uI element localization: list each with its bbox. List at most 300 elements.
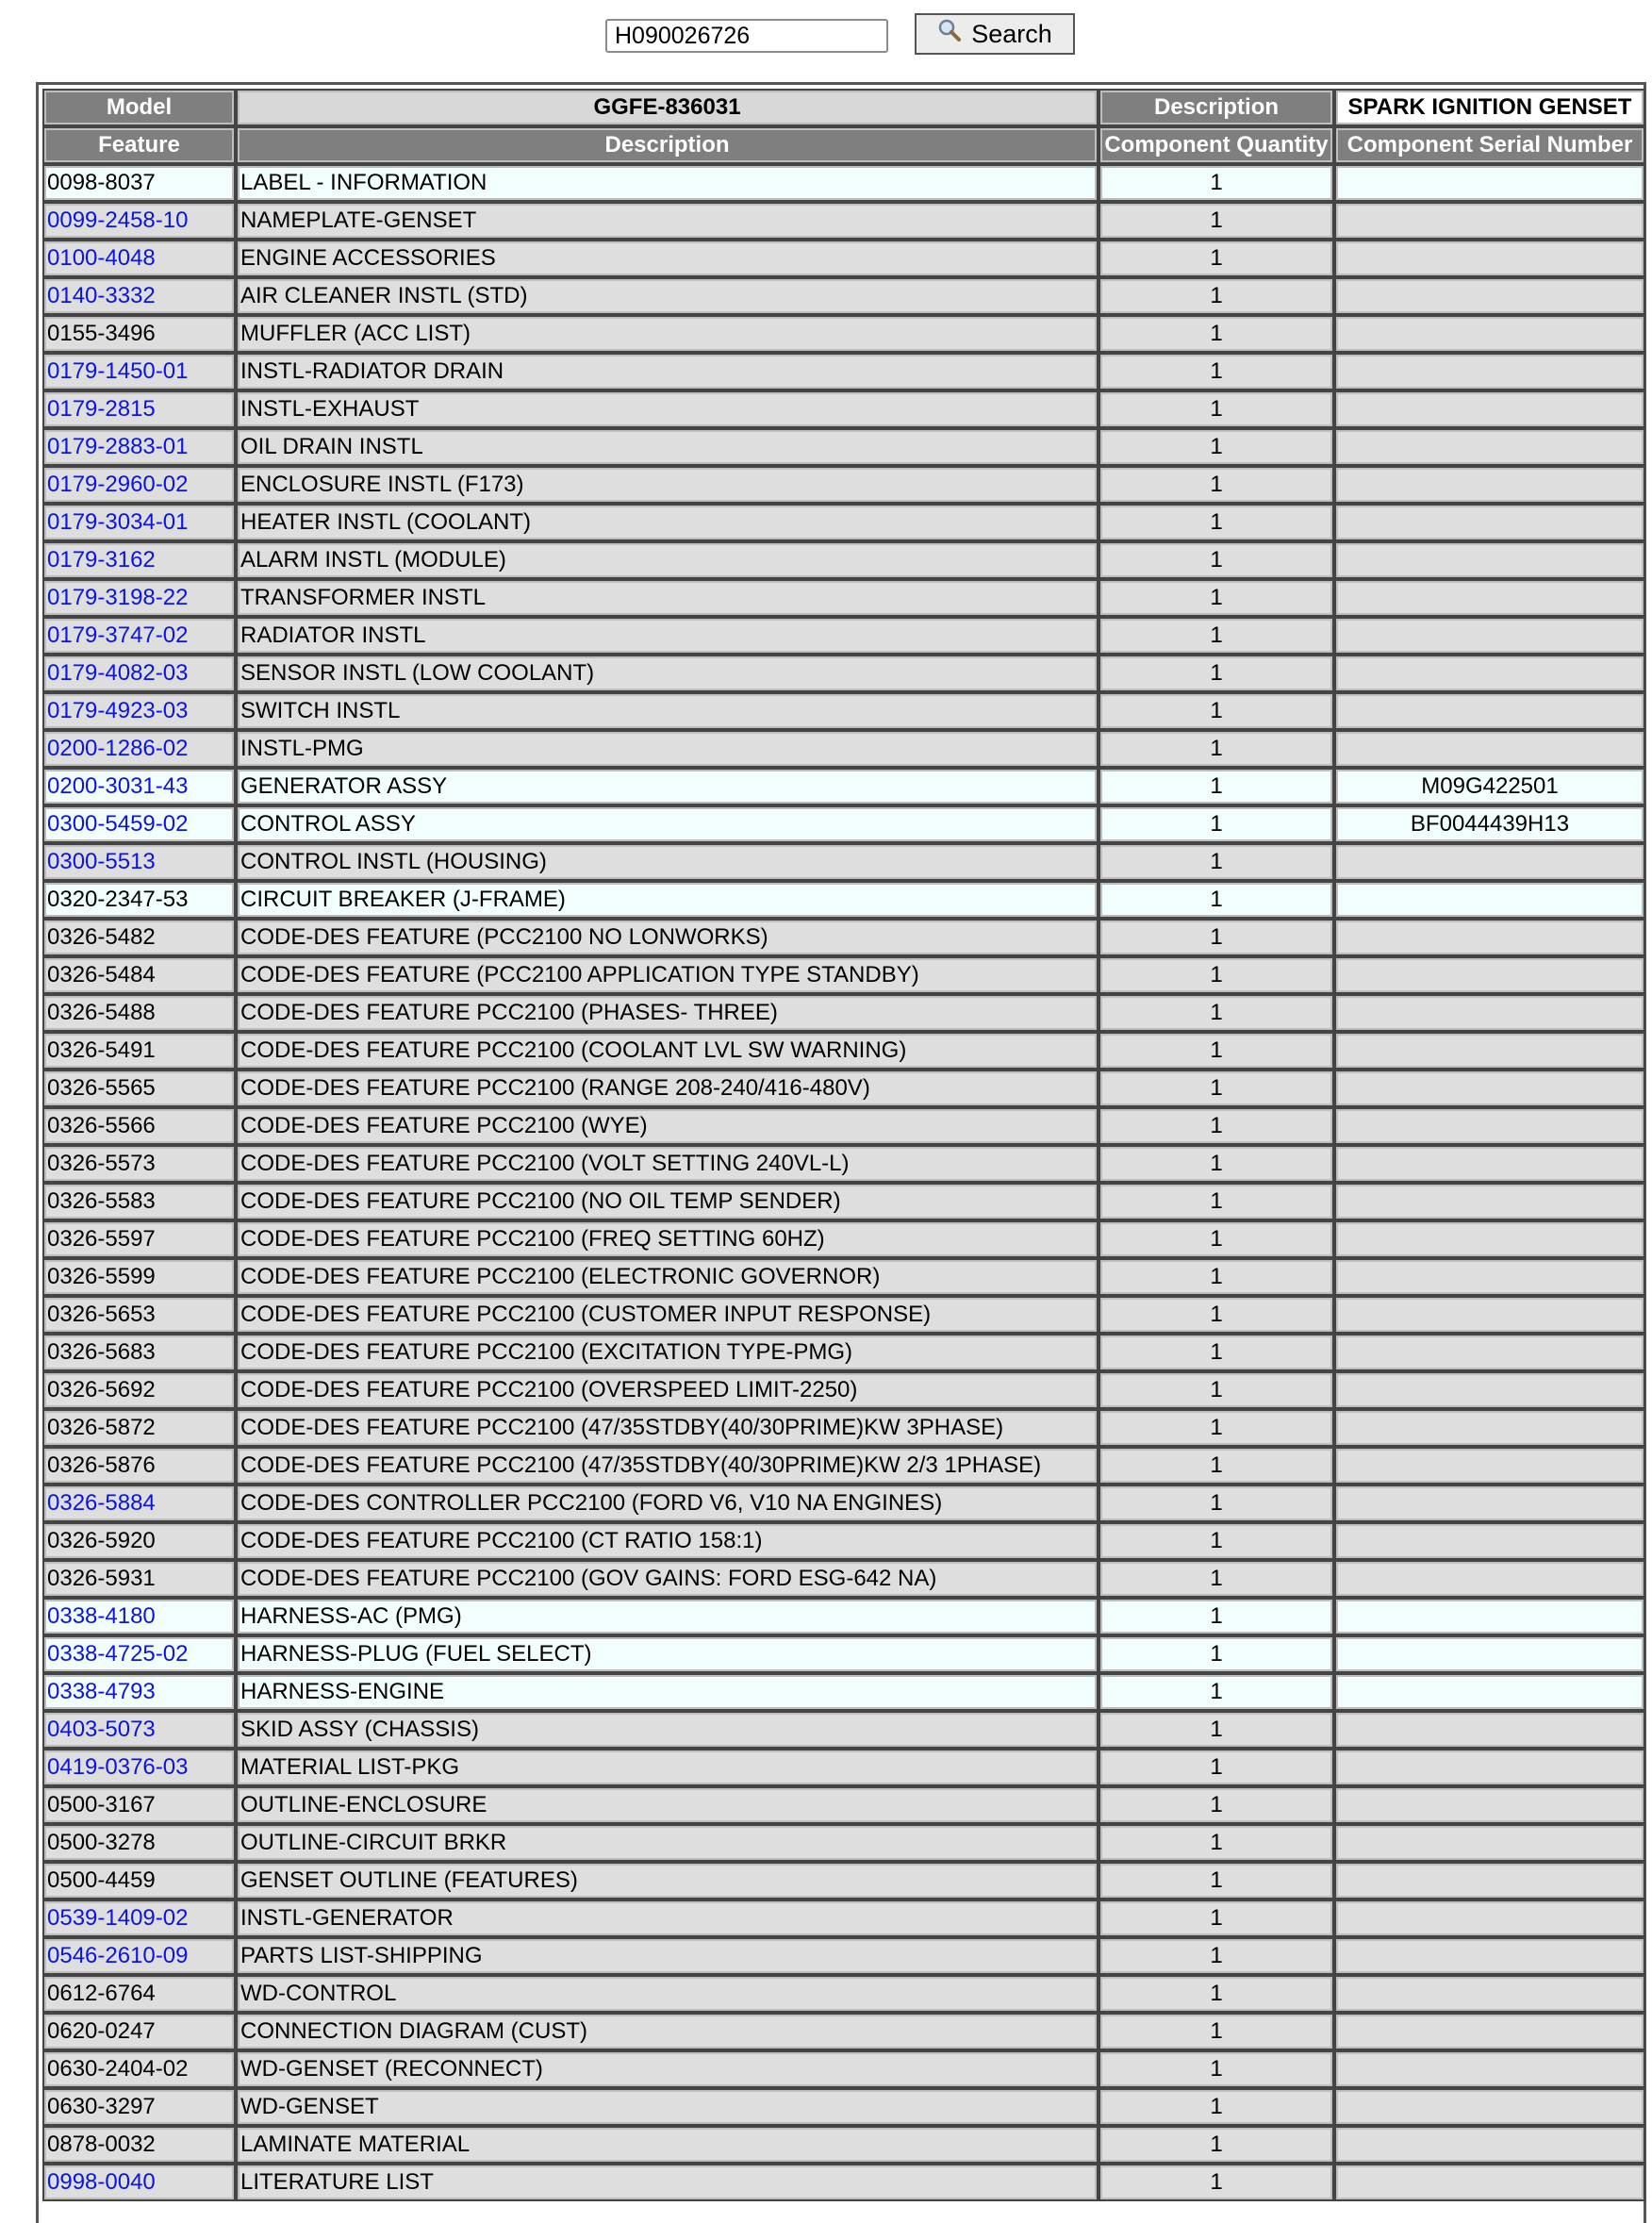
table-row	[42, 240, 1645, 277]
table-row	[42, 541, 1645, 579]
search-bar	[0, 11, 1652, 60]
description-cell: CODE-DES FEATURE PCC2100 (CUSTOMER INPUT RESPONSE)	[236, 1296, 1099, 1334]
table-row	[42, 164, 1645, 202]
feature-cell	[42, 466, 236, 504]
table-row	[42, 1296, 1645, 1334]
serial-cell	[1334, 1786, 1645, 1824]
serial-cell	[1334, 692, 1645, 730]
feature-cell	[42, 1258, 236, 1296]
description-cell: RADIATOR INSTL	[236, 617, 1099, 655]
quantity-cell: 1	[1099, 730, 1334, 768]
feature-link[interactable]: 0179-3034-01	[47, 509, 189, 535]
description-cell: ENGINE ACCESSORIES	[236, 240, 1099, 277]
quantity-cell: 1	[1099, 768, 1334, 805]
model-value: GGFE-836031	[236, 89, 1099, 126]
serial-cell	[1334, 1522, 1645, 1560]
feature-cell	[42, 617, 236, 655]
feature-cell	[42, 768, 236, 805]
feature-cell	[42, 2126, 236, 2164]
serial-cell	[1334, 1749, 1645, 1786]
serial-cell	[1334, 541, 1645, 579]
description-cell: HARNESS-ENGINE	[236, 1673, 1099, 1711]
feature-cell	[42, 1145, 236, 1183]
quantity-cell: 1	[1099, 579, 1334, 617]
serial-cell: M09G422501	[1334, 768, 1645, 805]
serial-cell	[1334, 1258, 1645, 1296]
quantity-cell: 1	[1099, 1070, 1334, 1107]
table-row	[42, 1183, 1645, 1220]
feature-link[interactable]: 0300-5513	[47, 849, 156, 874]
feature-cell	[42, 277, 236, 315]
serial-cell	[1334, 919, 1645, 956]
table-row	[42, 1334, 1645, 1371]
feature-link[interactable]: 0300-5459-02	[47, 811, 189, 837]
quantity-cell: 1	[1099, 504, 1334, 541]
description-cell: WD-GENSET	[236, 2088, 1099, 2126]
quantity-cell: 1	[1099, 240, 1334, 277]
description-cell: CODE-DES FEATURE (PCC2100 NO LONWORKS)	[236, 919, 1099, 956]
serial-cell	[1334, 1598, 1645, 1635]
description-cell: CODE-DES FEATURE (PCC2100 APPLICATION TYPE STANDBY)	[236, 956, 1099, 994]
serial-cell	[1334, 240, 1645, 277]
quantity-cell: 1	[1099, 2013, 1334, 2050]
feature-link[interactable]: 0179-3198-22	[47, 585, 189, 610]
feature-code: 0326-5566	[47, 1113, 156, 1138]
description-cell: OIL DRAIN INSTL	[236, 428, 1099, 466]
feature-cell	[42, 202, 236, 240]
feature-link[interactable]: 0179-1450-01	[47, 358, 189, 384]
table-row	[42, 768, 1645, 805]
quantity-cell: 1	[1099, 353, 1334, 390]
description-cell: CODE-DES FEATURE PCC2100 (47/35STDBY(40/30PRIME)KW 3PHASE)	[236, 1409, 1099, 1447]
serial-cell	[1334, 1032, 1645, 1070]
feature-cell	[42, 353, 236, 390]
serial-cell	[1334, 1673, 1645, 1711]
quantity-cell: 1	[1099, 1786, 1334, 1824]
table-row	[42, 1145, 1645, 1183]
feature-code: 0326-5920	[47, 1528, 156, 1553]
feature-code: 0630-2404-02	[47, 2056, 189, 2082]
description-cell: CODE-DES FEATURE PCC2100 (WYE)	[236, 1107, 1099, 1145]
search-button[interactable]	[915, 13, 1075, 55]
serial-cell	[1334, 1409, 1645, 1447]
feature-code: 0326-5683	[47, 1339, 156, 1365]
column-header-quantity: Component Quantity	[1099, 126, 1334, 164]
table-row	[42, 1560, 1645, 1598]
feature-cell	[42, 805, 236, 843]
description-cell: CONTROL INSTL (HOUSING)	[236, 843, 1099, 881]
feature-code: 0326-5653	[47, 1302, 156, 1327]
quantity-cell: 1	[1099, 1485, 1334, 1522]
serial-cell	[1334, 428, 1645, 466]
description-cell: CIRCUIT BREAKER (J-FRAME)	[236, 881, 1099, 919]
description-cell: AIR CLEANER INSTL (STD)	[236, 277, 1099, 315]
description-cell: INSTL-EXHAUST	[236, 390, 1099, 428]
description-cell: LABEL - INFORMATION	[236, 164, 1099, 202]
description-cell: CODE-DES FEATURE PCC2100 (RANGE 208-240/416-480V)	[236, 1070, 1099, 1107]
feature-cell	[42, 1975, 236, 2013]
description-cell: CODE-DES FEATURE PCC2100 (FREQ SETTING 60HZ)	[236, 1220, 1099, 1258]
feature-cell	[42, 1937, 236, 1975]
table-row	[42, 2050, 1645, 2088]
description-cell: CONTROL ASSY	[236, 805, 1099, 843]
quantity-cell: 1	[1099, 692, 1334, 730]
serial-cell	[1334, 1711, 1645, 1749]
serial-cell	[1334, 277, 1645, 315]
quantity-cell: 1	[1099, 1824, 1334, 1862]
description-cell: LITERATURE LIST	[236, 2164, 1099, 2201]
feature-code: 0326-5597	[47, 1226, 156, 1252]
feature-link[interactable]: 0179-4082-03	[47, 660, 189, 686]
table-row	[42, 805, 1645, 843]
serial-cell	[1334, 1900, 1645, 1937]
table-row	[42, 919, 1645, 956]
feature-cell	[42, 1749, 236, 1786]
quantity-cell: 1	[1099, 1749, 1334, 1786]
search-input[interactable]	[605, 19, 888, 53]
serial-cell	[1334, 1183, 1645, 1220]
description-cell: OUTLINE-CIRCUIT BRKR	[236, 1824, 1099, 1862]
description-cell: MATERIAL LIST-PKG	[236, 1749, 1099, 1786]
feature-cell	[42, 579, 236, 617]
table-row	[42, 1673, 1645, 1711]
serial-cell	[1334, 956, 1645, 994]
table-row	[42, 1711, 1645, 1749]
table-row	[42, 956, 1645, 994]
quantity-cell: 1	[1099, 428, 1334, 466]
feature-code: 0320-2347-53	[47, 887, 189, 912]
quantity-cell: 1	[1099, 1522, 1334, 1560]
column-header-serial: Component Serial Number	[1334, 126, 1645, 164]
table-row	[42, 692, 1645, 730]
feature-code: 0326-5876	[47, 1452, 156, 1478]
quantity-cell: 1	[1099, 956, 1334, 994]
quantity-cell: 1	[1099, 466, 1334, 504]
quantity-cell: 1	[1099, 2126, 1334, 2164]
feature-cell	[42, 315, 236, 353]
serial-cell	[1334, 1220, 1645, 1258]
table-row	[42, 655, 1645, 692]
quantity-cell: 1	[1099, 1258, 1334, 1296]
description-cell: HARNESS-AC (PMG)	[236, 1598, 1099, 1635]
model-label: Model	[42, 89, 236, 126]
quantity-cell: 1	[1099, 1711, 1334, 1749]
table-row	[42, 1258, 1645, 1296]
quantity-cell: 1	[1099, 1409, 1334, 1447]
table-row	[42, 504, 1645, 541]
table-row	[42, 1485, 1645, 1522]
feature-cell	[42, 1824, 236, 1862]
table-row	[42, 1635, 1645, 1673]
serial-cell	[1334, 2164, 1645, 2201]
model-description-value: SPARK IGNITION GENSET	[1334, 89, 1645, 126]
feature-cell	[42, 2050, 236, 2088]
description-cell: CODE-DES FEATURE PCC2100 (OVERSPEED LIMIT-2250)	[236, 1371, 1099, 1409]
table-row	[42, 428, 1645, 466]
feature-code: 0326-5573	[47, 1151, 156, 1176]
feature-code: 0500-3278	[47, 1830, 156, 1855]
table-row	[42, 1032, 1645, 1070]
feature-cell	[42, 1070, 236, 1107]
quantity-cell: 1	[1099, 1107, 1334, 1145]
feature-link[interactable]: 0546-2610-09	[47, 1943, 189, 1968]
model-header-row	[42, 89, 1645, 126]
feature-cell	[42, 240, 236, 277]
magnifier-icon	[937, 20, 962, 49]
feature-cell	[42, 1485, 236, 1522]
feature-cell	[42, 1598, 236, 1635]
feature-code: 0620-0247	[47, 2018, 156, 2044]
quantity-cell: 1	[1099, 2088, 1334, 2126]
feature-code: 0326-5484	[47, 962, 156, 987]
quantity-cell: 1	[1099, 655, 1334, 692]
feature-cell	[42, 692, 236, 730]
quantity-cell: 1	[1099, 1334, 1334, 1371]
feature-link[interactable]: 0338-4180	[47, 1603, 156, 1629]
feature-link[interactable]: 0326-5884	[47, 1490, 156, 1516]
table-row	[42, 1749, 1645, 1786]
quantity-cell: 1	[1099, 1183, 1334, 1220]
description-cell: INSTL-RADIATOR DRAIN	[236, 353, 1099, 390]
description-cell: ENCLOSURE INSTL (F173)	[236, 466, 1099, 504]
serial-cell	[1334, 1145, 1645, 1183]
serial-cell	[1334, 1334, 1645, 1371]
serial-cell	[1334, 1371, 1645, 1409]
table-row	[42, 1975, 1645, 2013]
quantity-cell: 1	[1099, 2164, 1334, 2201]
feature-link[interactable]: 0998-0040	[47, 2169, 156, 2195]
column-header-row	[42, 126, 1645, 164]
table-row	[42, 1824, 1645, 1862]
serial-cell	[1334, 1296, 1645, 1334]
feature-link[interactable]: 0099-2458-10	[47, 207, 189, 233]
feature-cell	[42, 1334, 236, 1371]
feature-cell	[42, 1409, 236, 1447]
feature-cell	[42, 1183, 236, 1220]
feature-cell	[42, 1522, 236, 1560]
table-row	[42, 1447, 1645, 1485]
table-row	[42, 1862, 1645, 1900]
serial-cell	[1334, 1937, 1645, 1975]
feature-link[interactable]: 0403-5073	[47, 1717, 156, 1742]
table-row	[42, 202, 1645, 240]
table-row	[42, 1220, 1645, 1258]
serial-cell	[1334, 390, 1645, 428]
quantity-cell: 1	[1099, 1598, 1334, 1635]
description-cell: OUTLINE-ENCLOSURE	[236, 1786, 1099, 1824]
feature-cell	[42, 1673, 236, 1711]
quantity-cell: 1	[1099, 843, 1334, 881]
table-row	[42, 353, 1645, 390]
quantity-cell: 1	[1099, 1447, 1334, 1485]
description-cell: GENSET OUTLINE (FEATURES)	[236, 1862, 1099, 1900]
feature-cell	[42, 504, 236, 541]
feature-cell	[42, 1447, 236, 1485]
feature-link[interactable]: 0539-1409-02	[47, 1905, 189, 1931]
quantity-cell: 1	[1099, 1560, 1334, 1598]
feature-link[interactable]: 0179-3747-02	[47, 622, 189, 648]
feature-cell	[42, 541, 236, 579]
description-cell: CODE-DES FEATURE PCC2100 (PHASES- THREE)	[236, 994, 1099, 1032]
quantity-cell: 1	[1099, 202, 1334, 240]
serial-cell	[1334, 2013, 1645, 2050]
serial-cell	[1334, 1635, 1645, 1673]
feature-link[interactable]: 0179-2960-02	[47, 472, 189, 497]
serial-cell	[1334, 2126, 1645, 2164]
table-row	[42, 466, 1645, 504]
quantity-cell: 1	[1099, 1296, 1334, 1334]
feature-link[interactable]: 0179-3162	[47, 547, 156, 572]
serial-cell	[1334, 655, 1645, 692]
quantity-cell: 1	[1099, 919, 1334, 956]
feature-link[interactable]: 0140-3332	[47, 283, 156, 308]
feature-cell	[42, 2088, 236, 2126]
table-row	[42, 1937, 1645, 1975]
feature-cell	[42, 390, 236, 428]
quantity-cell: 1	[1099, 315, 1334, 353]
table-row	[42, 1522, 1645, 1560]
description-cell: LAMINATE MATERIAL	[236, 2126, 1099, 2164]
feature-code: 0326-5583	[47, 1188, 156, 1214]
feature-cell	[42, 2013, 236, 2050]
table-row	[42, 1070, 1645, 1107]
model-description-label: Description	[1099, 89, 1334, 126]
table-row	[42, 2126, 1645, 2164]
feature-cell	[42, 1560, 236, 1598]
serial-cell	[1334, 353, 1645, 390]
column-header-description: Description	[236, 126, 1099, 164]
description-cell: GENERATOR ASSY	[236, 768, 1099, 805]
quantity-cell: 1	[1099, 1673, 1334, 1711]
feature-cell	[42, 1862, 236, 1900]
table-row	[42, 1107, 1645, 1145]
feature-code: 0326-5482	[47, 924, 156, 950]
feature-cell	[42, 881, 236, 919]
quantity-cell: 1	[1099, 164, 1334, 202]
feature-cell	[42, 1032, 236, 1070]
feature-cell	[42, 730, 236, 768]
feature-cell	[42, 994, 236, 1032]
feature-link[interactable]: 0100-4048	[47, 245, 156, 271]
search-button-label: Search	[971, 19, 1052, 48]
description-cell: SKID ASSY (CHASSIS)	[236, 1711, 1099, 1749]
feature-cell	[42, 1107, 236, 1145]
description-cell: CODE-DES FEATURE PCC2100 (EXCITATION TYPE-PMG)	[236, 1334, 1099, 1371]
description-cell: INSTL-GENERATOR	[236, 1900, 1099, 1937]
feature-code: 0630-3297	[47, 2094, 156, 2119]
serial-cell	[1334, 843, 1645, 881]
feature-link[interactable]: 0338-4793	[47, 1679, 156, 1704]
description-cell: NAMEPLATE-GENSET	[236, 202, 1099, 240]
description-cell: ALARM INSTL (MODULE)	[236, 541, 1099, 579]
feature-cell	[42, 1900, 236, 1937]
feature-cell	[42, 1635, 236, 1673]
quantity-cell: 1	[1099, 1145, 1334, 1183]
description-cell: SWITCH INSTL	[236, 692, 1099, 730]
table-row	[42, 2164, 1645, 2201]
quantity-cell: 1	[1099, 541, 1334, 579]
feature-link[interactable]: 0179-2883-01	[47, 434, 189, 459]
feature-code: 0500-3167	[47, 1792, 156, 1817]
description-cell: CODE-DES FEATURE PCC2100 (COOLANT LVL SW WARNING)	[236, 1032, 1099, 1070]
description-cell: CODE-DES FEATURE PCC2100 (47/35STDBY(40/30PRIME)KW 2/3 1PHASE)	[236, 1447, 1099, 1485]
table-row	[42, 1900, 1645, 1937]
quantity-cell: 1	[1099, 1635, 1334, 1673]
serial-cell	[1334, 994, 1645, 1032]
table-row	[42, 1371, 1645, 1409]
serial-cell	[1334, 2050, 1645, 2088]
feature-link[interactable]: 0200-1286-02	[47, 736, 189, 761]
serial-cell	[1334, 881, 1645, 919]
table-row	[42, 617, 1645, 655]
serial-cell	[1334, 1560, 1645, 1598]
description-cell: CODE-DES CONTROLLER PCC2100 (FORD V6, V10 NA ENGINES)	[236, 1485, 1099, 1522]
description-cell: CODE-DES FEATURE PCC2100 (GOV GAINS: FORD ESG-642 NA)	[236, 1560, 1099, 1598]
quantity-cell: 1	[1099, 1371, 1334, 1409]
feature-code: 0326-5488	[47, 1000, 156, 1025]
feature-code: 0612-6764	[47, 1981, 156, 2006]
quantity-cell: 1	[1099, 277, 1334, 315]
table-row	[42, 881, 1645, 919]
serial-cell	[1334, 579, 1645, 617]
quantity-cell: 1	[1099, 1862, 1334, 1900]
table-row	[42, 2013, 1645, 2050]
description-cell: SENSOR INSTL (LOW COOLANT)	[236, 655, 1099, 692]
table-row	[42, 2088, 1645, 2126]
description-cell: CODE-DES FEATURE PCC2100 (VOLT SETTING 240VL-L)	[236, 1145, 1099, 1183]
quantity-cell: 1	[1099, 994, 1334, 1032]
serial-cell	[1334, 1824, 1645, 1862]
feature-cell	[42, 164, 236, 202]
feature-code: 0098-8037	[47, 170, 156, 195]
feature-link[interactable]: 0419-0376-03	[47, 1754, 189, 1780]
feature-cell	[42, 843, 236, 881]
serial-cell	[1334, 315, 1645, 353]
serial-cell	[1334, 1975, 1645, 2013]
feature-code: 0326-5931	[47, 1566, 156, 1591]
quantity-cell: 1	[1099, 1900, 1334, 1937]
table-row	[42, 1598, 1645, 1635]
parts-table-frame	[36, 82, 1646, 2223]
parts-table	[42, 89, 1645, 2201]
serial-cell	[1334, 504, 1645, 541]
feature-link[interactable]: 0338-4725-02	[47, 1641, 189, 1667]
description-cell: PARTS LIST-SHIPPING	[236, 1937, 1099, 1975]
description-cell: CODE-DES FEATURE PCC2100 (NO OIL TEMP SENDER)	[236, 1183, 1099, 1220]
table-row	[42, 994, 1645, 1032]
feature-cell	[42, 919, 236, 956]
feature-cell	[42, 655, 236, 692]
quantity-cell: 1	[1099, 1937, 1334, 1975]
serial-cell	[1334, 202, 1645, 240]
feature-code: 0326-5599	[47, 1264, 156, 1289]
feature-link[interactable]: 0179-4923-03	[47, 698, 189, 723]
feature-cell	[42, 1786, 236, 1824]
description-cell: CONNECTION DIAGRAM (CUST)	[236, 2013, 1099, 2050]
serial-cell	[1334, 1107, 1645, 1145]
feature-cell	[42, 1371, 236, 1409]
feature-link[interactable]: 0200-3031-43	[47, 773, 189, 799]
serial-cell: BF0044439H13	[1334, 805, 1645, 843]
table-row	[42, 277, 1645, 315]
quantity-cell: 1	[1099, 805, 1334, 843]
serial-cell	[1334, 2088, 1645, 2126]
feature-code: 0878-0032	[47, 2132, 156, 2157]
serial-cell	[1334, 1447, 1645, 1485]
table-row	[42, 730, 1645, 768]
serial-cell	[1334, 1070, 1645, 1107]
feature-link[interactable]: 0179-2815	[47, 396, 156, 422]
